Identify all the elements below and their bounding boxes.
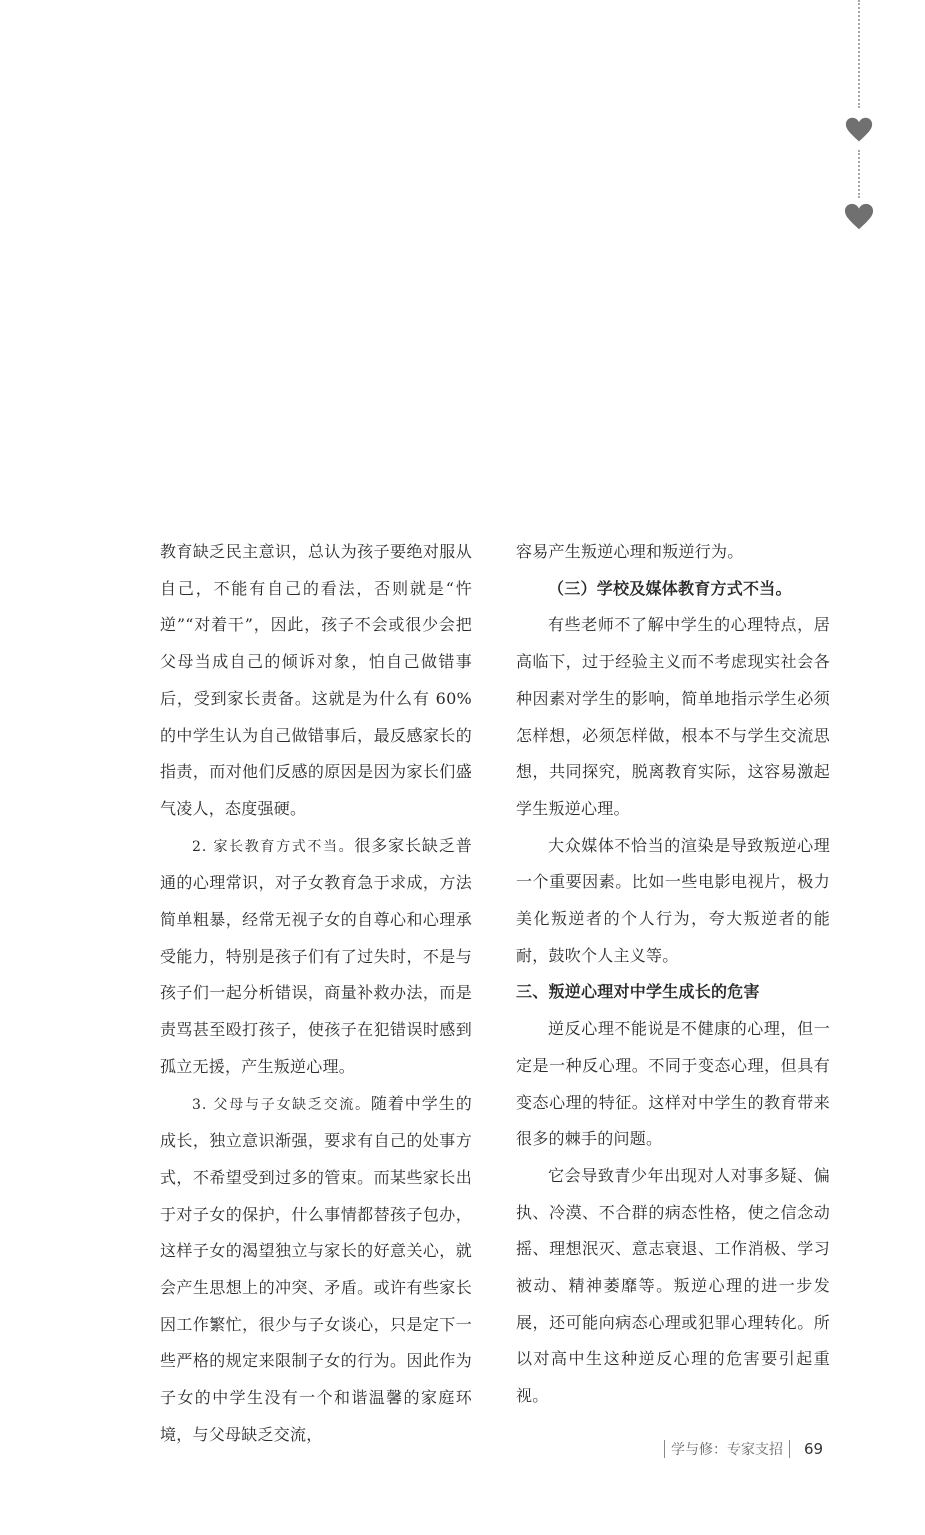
decorative-dotted-line-middle <box>858 150 860 198</box>
subheading: 3. 父母与子女缺乏交流。 <box>192 1096 371 1113</box>
section-heading: （三）学校及媒体教育方式不当。 <box>548 578 792 598</box>
footer-section-title: 学与修：专家支招 <box>671 1442 783 1458</box>
page-footer <box>658 1436 823 1462</box>
footer-divider <box>789 1440 790 1458</box>
right-text-column <box>516 534 830 1415</box>
heart-icon <box>844 202 874 232</box>
paragraph: 教育缺乏民主意识，总认为孩子要绝对服从自己，不能有自己的看法，否则就是“忤逆”“对着干”，因此，孩子不会或很少会把父母当成自己的倾诉对象，怕自己做错事后，受到家长责备。这就是为什么有 60% 的中学生认为自己做错事后，最反感家长的指责，而对他们反感的原因是因为家长们盛气凌人，态度强硬。 <box>160 542 472 818</box>
paragraph: 大众媒体不恰当的渲染是导致叛逆心理一个重要因素。比如一些电影电视片，极力美化叛逆者的个人行为，夸大叛逆者的能耐，鼓吹个人主义等。 <box>516 835 830 965</box>
subheading: 2. 家长教育方式不当。 <box>192 838 355 855</box>
paragraph <box>160 1086 472 1454</box>
paragraph <box>160 828 472 1086</box>
heart-icon <box>845 116 873 144</box>
left-text-column <box>160 534 472 1454</box>
paragraph: 逆反心理不能说是不健康的心理，但一定是一种反心理。不同于变态心理，但具有变态心理的特征。这样对中学生的教育带来很多的棘手的问题。 <box>516 1019 830 1149</box>
paragraph: 有些老师不了解中学生的心理特点，居高临下，过于经验主义而不考虑现实社会各种因素对学生的影响，简单地指示学生必须怎样想，必须怎样做，根本不与学生交流思想，共同探究，脱离教育实际，这容易激起学生叛逆心理。 <box>516 615 830 818</box>
decorative-dotted-line-top <box>858 0 860 108</box>
paragraph: 容易产生叛逆心理和叛逆行为。 <box>516 542 744 561</box>
footer-divider <box>664 1440 665 1458</box>
page-number: 69 <box>804 1440 824 1458</box>
paragraph-text: 很多家长缺乏普通的心理常识，对子女教育急于求成，方法简单粗暴，经常无视子女的自尊心和心理承受能力，特别是孩子们有了过失时，不是与孩子们一起分析错误，商量补救办法，而是责骂甚至殴打孩子，使孩子在犯错误时感到孤立无援，产生叛逆心理。 <box>160 835 472 1076</box>
paragraph-text: 随着中学生的成长，独立意识渐强，要求有自己的处事方式，不希望受到过多的管束。而某些家长出于对子女的保护，什么事情都替孩子包办，这样子女的渴望独立与家长的好意关心，就会产生思想上的冲突、矛盾。或许有些家长因工作繁忙，很少与子女谈心，只是定下一些严格的规定来限制子女的行为。因此作为子女的中学生没有一个和谐温馨的家庭环境，与父母缺乏交流， <box>160 1093 472 1444</box>
paragraph: 它会导致青少年出现对人对事多疑、偏执、冷漠、不合群的病态性格，使之信念动摇、理想泯灭、意志衰退、工作消极、学习被动、精神萎靡等。叛逆心理的进一步发展，还可能向病态心理或犯罪心理转化。所以对高中生这种逆反心理的危害要引起重视。 <box>516 1165 830 1406</box>
section-heading: 三、叛逆心理对中学生成长的危害 <box>516 982 760 1002</box>
